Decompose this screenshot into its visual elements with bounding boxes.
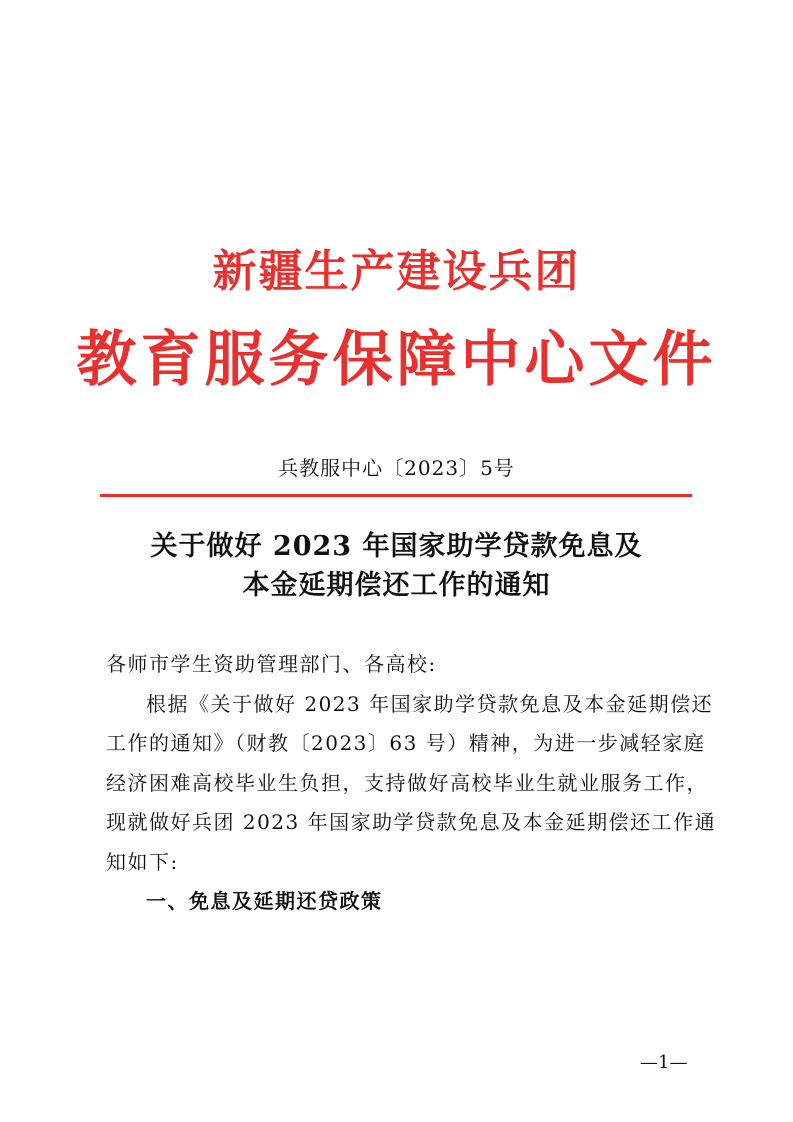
paragraph-line: 现就做好兵团 2023 年国家助学贷款免息及本金延期偿还工作通 xyxy=(106,810,717,834)
paragraph-line: 根据《关于做好 2023 年国家助学贷款免息及本金延期偿还 xyxy=(146,692,714,716)
red-separator-line xyxy=(100,494,692,497)
paragraph-line: 经济困难高校毕业生负担，支持做好高校毕业生就业服务工作， xyxy=(106,771,708,795)
document-title-line1: 关于做好 2023 年国家助学贷款免息及 xyxy=(150,531,643,562)
paragraph-line: 知如下: xyxy=(106,850,179,874)
page-number: —1— xyxy=(640,1052,688,1073)
document-title-line2: 本金延期偿还工作的通知 xyxy=(242,570,551,601)
section-heading: 一、免息及延期还贷政策 xyxy=(146,889,383,913)
salutation: 各师市学生资助管理部门、各高校: xyxy=(106,652,437,676)
issuing-organization-line2: 教育服务保障中心文件 xyxy=(76,325,717,395)
issuing-organization-line1: 新疆生产建设兵团 xyxy=(212,246,581,297)
paragraph-line: 工作的通知》（财教〔2023〕63 号）精神，为进一步减轻家庭 xyxy=(106,731,706,755)
document-number: 兵教服中心〔2023〕5号 xyxy=(278,456,515,480)
